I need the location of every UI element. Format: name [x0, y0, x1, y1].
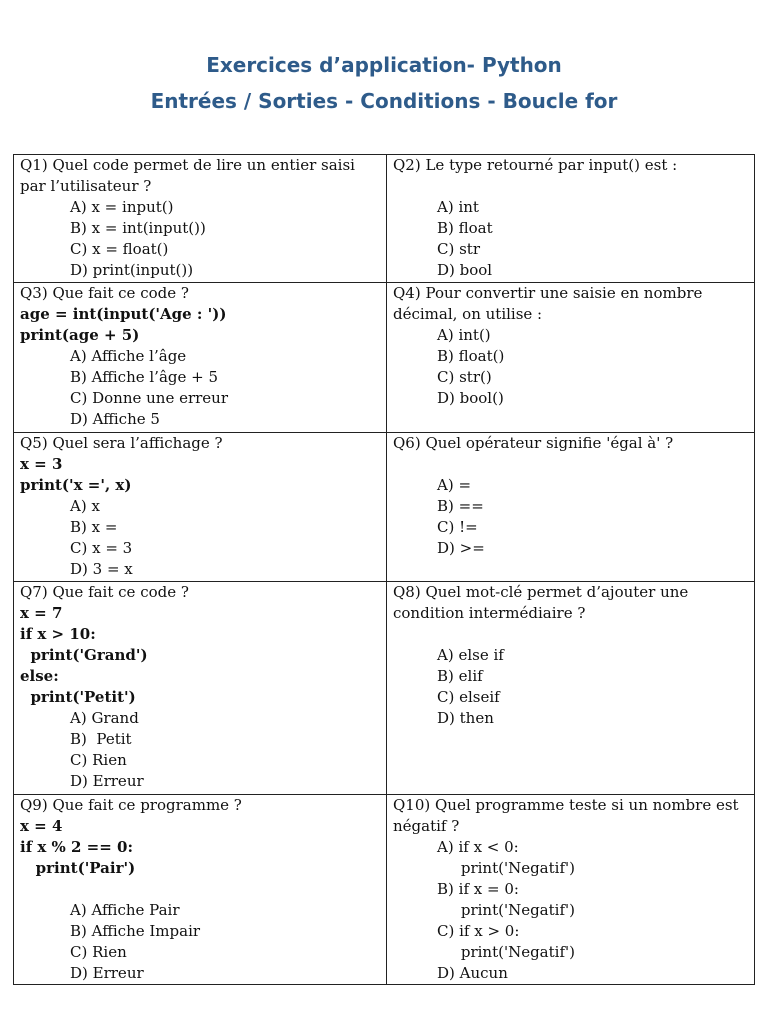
spacer [20, 879, 384, 900]
answer-option: A) x [70, 497, 100, 515]
answer-option: D) Aucun [437, 964, 508, 982]
table-row [14, 155, 755, 283]
code-line: print('Petit') [20, 688, 136, 706]
answer-option: B) if x = 0: [437, 880, 519, 898]
answer-options [393, 197, 752, 281]
questions-table [13, 154, 755, 985]
answer-options [20, 496, 384, 580]
question-cell-4 [387, 283, 755, 433]
answer-option: print('Negatif') [437, 943, 575, 961]
answer-options [393, 475, 752, 559]
table-row [14, 582, 755, 795]
answer-option: C) str [437, 240, 480, 258]
answer-option: A) Affiche Pair [70, 901, 180, 919]
answer-option: B) elif [437, 667, 483, 685]
code-line: age = int(input('Age : ')) [20, 305, 227, 323]
code-line: x = 7 [20, 604, 63, 622]
answer-option: B) Petit [70, 730, 132, 748]
question-cell-3 [14, 283, 387, 433]
code-line: print('Pair') [20, 859, 136, 877]
code-line: x = 4 [20, 817, 63, 835]
answer-options [393, 645, 752, 729]
answer-option: D) bool() [437, 389, 504, 407]
code-line: if x % 2 == 0: [20, 838, 134, 856]
answer-option: D) print(input()) [70, 261, 194, 279]
answer-option: print('Negatif') [437, 859, 575, 877]
question-cell-8 [387, 582, 755, 795]
code-line: else: [20, 667, 59, 685]
spacer [393, 176, 752, 197]
question-cell-10 [387, 795, 755, 985]
answer-option: C) != [437, 518, 478, 536]
question-text: Q6) Quel opérateur signifie 'égal à' ? [393, 434, 674, 452]
code-line: if x > 10: [20, 625, 96, 643]
page-subtitle: Entrées / Sorties - Conditions - Boucle for [150, 89, 618, 113]
question-cell-2 [387, 155, 755, 283]
answer-option: D) Erreur [70, 772, 144, 790]
question-cell-6 [387, 433, 755, 582]
answer-option: D) then [437, 709, 494, 727]
page-title: Exercices d’application- Python [206, 53, 562, 77]
answer-option: A) int [437, 198, 479, 216]
answer-option: B) x = [70, 518, 118, 536]
answer-option: B) Affiche Impair [70, 922, 201, 940]
answer-option: C) if x > 0: [437, 922, 520, 940]
answer-option: C) x = float() [70, 240, 169, 258]
answer-options [393, 837, 752, 984]
question-cell-9 [14, 795, 387, 985]
question-text: Q3) Que fait ce code ? [20, 284, 189, 302]
answer-option: print('Negatif') [437, 901, 575, 919]
question-text: Q8) Quel mot-clé permet d’ajouter une condition intermédiaire ? [393, 583, 694, 622]
answer-option: A) else if [437, 646, 504, 664]
answer-option: D) Erreur [70, 964, 144, 982]
table-row [14, 283, 755, 433]
spacer [393, 454, 752, 475]
code-line: print(age + 5) [20, 326, 140, 344]
answer-options [20, 708, 384, 792]
answer-option: C) Rien [70, 943, 127, 961]
question-text: Q7) Que fait ce code ? [20, 583, 189, 601]
answer-option: C) str() [437, 368, 492, 386]
answer-option: A) if x < 0: [437, 838, 519, 856]
answer-option: B) float() [437, 347, 505, 365]
code-line: x = 3 [20, 455, 63, 473]
question-cell-5 [14, 433, 387, 582]
answer-option: D) 3 = x [70, 560, 133, 578]
answer-option: A) Grand [70, 709, 139, 727]
answer-option: D) >= [437, 539, 485, 557]
answer-option: A) int() [437, 326, 491, 344]
code-line: print('x =', x) [20, 476, 132, 494]
code-line: print('Grand') [20, 646, 148, 664]
spacer [393, 624, 752, 645]
question-text: Q4) Pour convertir une saisie en nombre décimal, on utilise : [393, 284, 708, 323]
table-row [14, 433, 755, 582]
answer-option: B) x = int(input()) [70, 219, 206, 237]
answer-options [393, 325, 752, 409]
question-text: Q10) Quel programme teste si un nombre est négatif ? [393, 796, 744, 835]
answer-option: B) Affiche l’âge + 5 [70, 368, 219, 386]
answer-options [20, 197, 384, 281]
table-row [14, 795, 755, 985]
answer-option: B) float [437, 219, 493, 237]
answer-option: C) Donne une erreur [70, 389, 229, 407]
question-text: Q1) Quel code permet de lire un entier saisi par l’utilisateur ? [20, 156, 360, 195]
question-text: Q2) Le type retourné par input() est : [393, 156, 678, 174]
answer-options [20, 900, 384, 984]
question-cell-1 [14, 155, 387, 283]
question-text: Q9) Que fait ce programme ? [20, 796, 242, 814]
answer-option: D) bool [437, 261, 493, 279]
answer-option: A) Affiche l’âge [70, 347, 187, 365]
answer-option: A) x = input() [70, 198, 174, 216]
answer-option: C) elseif [437, 688, 500, 706]
answer-option: C) Rien [70, 751, 127, 769]
question-cell-7 [14, 582, 387, 795]
answer-option: B) == [437, 497, 484, 515]
answer-option: D) Affiche 5 [70, 410, 160, 428]
answer-options [20, 346, 384, 430]
answer-option: A) = [437, 476, 472, 494]
question-text: Q5) Quel sera l’affichage ? [20, 434, 223, 452]
answer-option: C) x = 3 [70, 539, 133, 557]
